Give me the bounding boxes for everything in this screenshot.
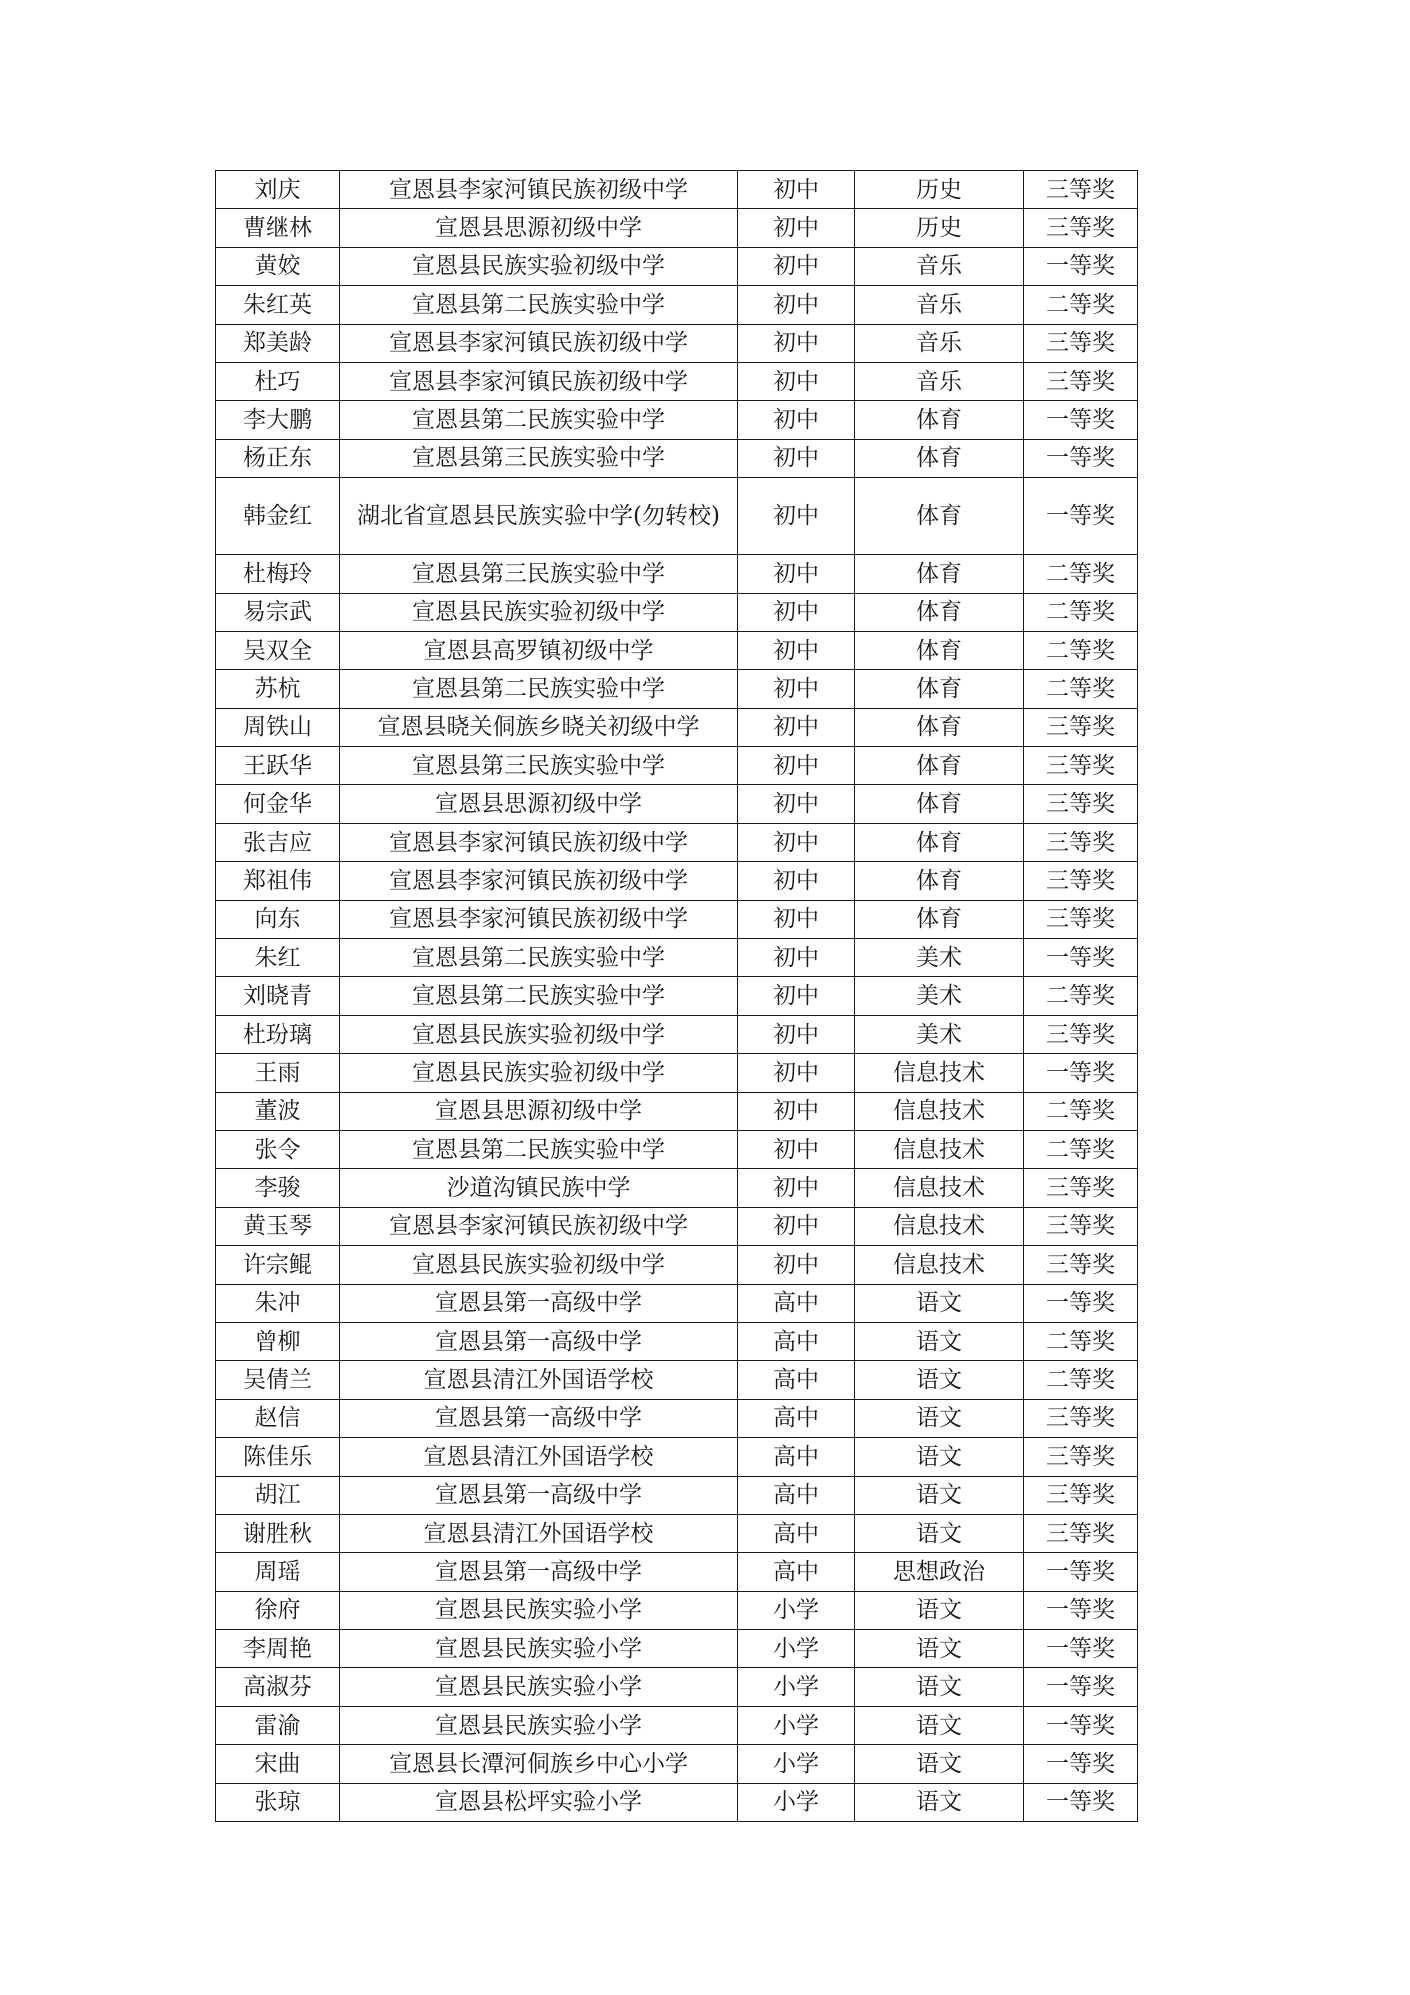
teacher-name-cell: 许宗鲲: [216, 1246, 340, 1284]
teacher-name-cell: 雷渝: [216, 1706, 340, 1744]
school-level-cell: 高中: [738, 1399, 855, 1437]
school-level-cell: 初中: [738, 439, 855, 477]
table-row: [216, 939, 1138, 977]
table-row: [216, 1361, 1138, 1399]
table-row: [216, 324, 1138, 362]
school-level-cell: 初中: [738, 247, 855, 285]
school-level-cell: 小学: [738, 1706, 855, 1744]
school-level-cell: 初中: [738, 171, 855, 209]
teacher-name-cell: 李大鹏: [216, 401, 340, 439]
school-level-cell: 高中: [738, 1553, 855, 1591]
subject-cell: 体育: [855, 708, 1024, 746]
school-level-cell: 初中: [738, 362, 855, 400]
table-row: [216, 785, 1138, 823]
school-cell: 宣恩县第二民族实验中学: [340, 670, 738, 708]
teacher-name-cell: 易宗武: [216, 593, 340, 631]
school-cell: 宣恩县李家河镇民族初级中学: [340, 362, 738, 400]
award-cell: 一等奖: [1024, 1668, 1138, 1706]
school-level-cell: 初中: [738, 1130, 855, 1168]
award-cell: 三等奖: [1024, 1246, 1138, 1284]
teacher-name-cell: 黄姣: [216, 247, 340, 285]
table-row: [216, 1246, 1138, 1284]
table-row: [216, 708, 1138, 746]
teacher-name-cell: 张令: [216, 1130, 340, 1168]
table-row: [216, 478, 1138, 555]
school-cell: 宣恩县第一高级中学: [340, 1284, 738, 1322]
teacher-name-cell: 杜巧: [216, 362, 340, 400]
school-level-cell: 高中: [738, 1322, 855, 1360]
subject-cell: 信息技术: [855, 1092, 1024, 1130]
teacher-name-cell: 苏杭: [216, 670, 340, 708]
teacher-name-cell: 杨正东: [216, 439, 340, 477]
table-row: [216, 1591, 1138, 1629]
teacher-name-cell: 朱红英: [216, 286, 340, 324]
school-cell: 宣恩县李家河镇民族初级中学: [340, 171, 738, 209]
teacher-name-cell: 杜梅玲: [216, 555, 340, 593]
table-row: [216, 1438, 1138, 1476]
teacher-name-cell: 向东: [216, 900, 340, 938]
school-level-cell: 小学: [738, 1630, 855, 1668]
table-row: [216, 1092, 1138, 1130]
school-level-cell: 初中: [738, 1207, 855, 1245]
teacher-name-cell: 张吉应: [216, 823, 340, 861]
teacher-name-cell: 张琼: [216, 1783, 340, 1821]
school-level-cell: 高中: [738, 1361, 855, 1399]
school-cell: 宣恩县民族实验小学: [340, 1591, 738, 1629]
award-cell: 三等奖: [1024, 708, 1138, 746]
teacher-name-cell: 胡江: [216, 1476, 340, 1514]
school-cell: 宣恩县第二民族实验中学: [340, 939, 738, 977]
award-cell: 二等奖: [1024, 1361, 1138, 1399]
subject-cell: 音乐: [855, 362, 1024, 400]
award-cell: 二等奖: [1024, 977, 1138, 1015]
subject-cell: 信息技术: [855, 1130, 1024, 1168]
school-cell: 宣恩县民族实验小学: [340, 1630, 738, 1668]
school-cell: 宣恩县民族实验初级中学: [340, 1246, 738, 1284]
subject-cell: 语文: [855, 1514, 1024, 1552]
award-cell: 三等奖: [1024, 823, 1138, 861]
subject-cell: 语文: [855, 1284, 1024, 1322]
teacher-name-cell: 刘晓青: [216, 977, 340, 1015]
teacher-name-cell: 朱红: [216, 939, 340, 977]
table-row: [216, 1207, 1138, 1245]
award-cell: 三等奖: [1024, 209, 1138, 247]
award-cell: 三等奖: [1024, 1169, 1138, 1207]
school-level-cell: 小学: [738, 1783, 855, 1821]
teacher-name-cell: 吴双全: [216, 631, 340, 669]
school-cell: 宣恩县民族实验小学: [340, 1706, 738, 1744]
school-level-cell: 初中: [738, 324, 855, 362]
award-cell: 三等奖: [1024, 747, 1138, 785]
school-level-cell: 初中: [738, 631, 855, 669]
table-row: [216, 1745, 1138, 1783]
table-row: [216, 209, 1138, 247]
school-cell: 宣恩县清江外国语学校: [340, 1361, 738, 1399]
award-cell: 三等奖: [1024, 362, 1138, 400]
teacher-name-cell: 韩金红: [216, 478, 340, 555]
subject-cell: 信息技术: [855, 1207, 1024, 1245]
school-cell: 宣恩县清江外国语学校: [340, 1514, 738, 1552]
subject-cell: 音乐: [855, 286, 1024, 324]
school-cell: 宣恩县第二民族实验中学: [340, 286, 738, 324]
subject-cell: 美术: [855, 939, 1024, 977]
subject-cell: 音乐: [855, 247, 1024, 285]
school-cell: 宣恩县第一高级中学: [340, 1553, 738, 1591]
table-row: [216, 670, 1138, 708]
award-cell: 三等奖: [1024, 1015, 1138, 1053]
table-row: [216, 1399, 1138, 1437]
school-level-cell: 初中: [738, 593, 855, 631]
subject-cell: 语文: [855, 1438, 1024, 1476]
school-level-cell: 初中: [738, 1054, 855, 1092]
subject-cell: 体育: [855, 823, 1024, 861]
award-cell: 一等奖: [1024, 439, 1138, 477]
subject-cell: 体育: [855, 785, 1024, 823]
teacher-name-cell: 宋曲: [216, 1745, 340, 1783]
school-level-cell: 初中: [738, 555, 855, 593]
subject-cell: 语文: [855, 1668, 1024, 1706]
school-level-cell: 高中: [738, 1284, 855, 1322]
table-row: [216, 555, 1138, 593]
award-cell: 一等奖: [1024, 1783, 1138, 1821]
teacher-name-cell: 刘庆: [216, 171, 340, 209]
award-cell: 一等奖: [1024, 401, 1138, 439]
table-row: [216, 401, 1138, 439]
subject-cell: 语文: [855, 1399, 1024, 1437]
award-cell: 一等奖: [1024, 1553, 1138, 1591]
school-level-cell: 初中: [738, 670, 855, 708]
award-cell: 三等奖: [1024, 900, 1138, 938]
school-cell: 宣恩县思源初级中学: [340, 1092, 738, 1130]
school-cell: 宣恩县民族实验初级中学: [340, 1054, 738, 1092]
school-level-cell: 高中: [738, 1514, 855, 1552]
table-row: [216, 1284, 1138, 1322]
teacher-name-cell: 陈佳乐: [216, 1438, 340, 1476]
table-row: [216, 1130, 1138, 1168]
award-cell: 一等奖: [1024, 1591, 1138, 1629]
school-level-cell: 小学: [738, 1591, 855, 1629]
subject-cell: 语文: [855, 1745, 1024, 1783]
school-cell: 宣恩县第二民族实验中学: [340, 977, 738, 1015]
teacher-name-cell: 何金华: [216, 785, 340, 823]
subject-cell: 音乐: [855, 324, 1024, 362]
school-cell: 宣恩县第二民族实验中学: [340, 1130, 738, 1168]
award-cell: 一等奖: [1024, 1054, 1138, 1092]
award-cell: 一等奖: [1024, 478, 1138, 555]
school-cell: 宣恩县思源初级中学: [340, 785, 738, 823]
teacher-name-cell: 赵信: [216, 1399, 340, 1437]
school-level-cell: 小学: [738, 1745, 855, 1783]
subject-cell: 体育: [855, 555, 1024, 593]
subject-cell: 语文: [855, 1630, 1024, 1668]
award-cell: 一等奖: [1024, 1706, 1138, 1744]
table-row: [216, 747, 1138, 785]
subject-cell: 语文: [855, 1322, 1024, 1360]
award-cell: 三等奖: [1024, 785, 1138, 823]
award-cell: 二等奖: [1024, 670, 1138, 708]
school-cell: 宣恩县第三民族实验中学: [340, 555, 738, 593]
table-row: [216, 1476, 1138, 1514]
award-cell: 三等奖: [1024, 171, 1138, 209]
teacher-name-cell: 郑祖伟: [216, 862, 340, 900]
teacher-name-cell: 周铁山: [216, 708, 340, 746]
subject-cell: 信息技术: [855, 1246, 1024, 1284]
award-cell: 一等奖: [1024, 1284, 1138, 1322]
school-level-cell: 初中: [738, 1015, 855, 1053]
school-cell: 宣恩县李家河镇民族初级中学: [340, 1207, 738, 1245]
school-level-cell: 初中: [738, 785, 855, 823]
subject-cell: 体育: [855, 631, 1024, 669]
school-level-cell: 初中: [738, 823, 855, 861]
school-cell: 宣恩县第二民族实验中学: [340, 401, 738, 439]
table-row: [216, 631, 1138, 669]
table-row: [216, 171, 1138, 209]
school-level-cell: 小学: [738, 1668, 855, 1706]
teacher-name-cell: 朱冲: [216, 1284, 340, 1322]
school-level-cell: 高中: [738, 1438, 855, 1476]
school-level-cell: 初中: [738, 1092, 855, 1130]
table-row: [216, 1553, 1138, 1591]
award-cell: 三等奖: [1024, 862, 1138, 900]
subject-cell: 体育: [855, 593, 1024, 631]
school-cell: 宣恩县晓关侗族乡晓关初级中学: [340, 708, 738, 746]
table-row: [216, 1169, 1138, 1207]
award-cell: 一等奖: [1024, 939, 1138, 977]
subject-cell: 语文: [855, 1591, 1024, 1629]
school-cell: 宣恩县李家河镇民族初级中学: [340, 324, 738, 362]
subject-cell: 体育: [855, 900, 1024, 938]
school-cell: 宣恩县第一高级中学: [340, 1322, 738, 1360]
school-cell: 宣恩县第三民族实验中学: [340, 439, 738, 477]
award-cell: 三等奖: [1024, 1514, 1138, 1552]
school-level-cell: 初中: [738, 900, 855, 938]
teacher-name-cell: 李周艳: [216, 1630, 340, 1668]
subject-cell: 美术: [855, 1015, 1024, 1053]
school-level-cell: 初中: [738, 939, 855, 977]
teacher-name-cell: 曾柳: [216, 1322, 340, 1360]
school-cell: 宣恩县民族实验初级中学: [340, 247, 738, 285]
award-cell: 二等奖: [1024, 555, 1138, 593]
teacher-name-cell: 吴倩兰: [216, 1361, 340, 1399]
school-cell: 宣恩县高罗镇初级中学: [340, 631, 738, 669]
school-level-cell: 初中: [738, 862, 855, 900]
school-level-cell: 初中: [738, 1246, 855, 1284]
school-level-cell: 初中: [738, 478, 855, 555]
school-cell: 宣恩县松坪实验小学: [340, 1783, 738, 1821]
school-level-cell: 高中: [738, 1476, 855, 1514]
teacher-name-cell: 郑美龄: [216, 324, 340, 362]
school-level-cell: 初中: [738, 708, 855, 746]
teacher-name-cell: 黄玉琴: [216, 1207, 340, 1245]
subject-cell: 体育: [855, 862, 1024, 900]
awards-table-body: [216, 171, 1138, 1822]
school-cell: 宣恩县李家河镇民族初级中学: [340, 900, 738, 938]
subject-cell: 历史: [855, 171, 1024, 209]
subject-cell: 体育: [855, 747, 1024, 785]
school-cell: 宣恩县民族实验小学: [340, 1668, 738, 1706]
table-row: [216, 1630, 1138, 1668]
table-row: [216, 823, 1138, 861]
award-cell: 一等奖: [1024, 247, 1138, 285]
award-cell: 三等奖: [1024, 324, 1138, 362]
subject-cell: 语文: [855, 1706, 1024, 1744]
subject-cell: 语文: [855, 1783, 1024, 1821]
table-row: [216, 362, 1138, 400]
school-cell: 宣恩县长潭河侗族乡中心小学: [340, 1745, 738, 1783]
table-row: [216, 900, 1138, 938]
table-row: [216, 977, 1138, 1015]
table-row: [216, 1514, 1138, 1552]
award-cell: 二等奖: [1024, 1092, 1138, 1130]
award-cell: 二等奖: [1024, 1322, 1138, 1360]
award-cell: 二等奖: [1024, 286, 1138, 324]
school-cell: 宣恩县清江外国语学校: [340, 1438, 738, 1476]
award-cell: 一等奖: [1024, 1745, 1138, 1783]
teacher-name-cell: 李骏: [216, 1169, 340, 1207]
school-level-cell: 初中: [738, 209, 855, 247]
table-row: [216, 1322, 1138, 1360]
school-cell: 宣恩县李家河镇民族初级中学: [340, 862, 738, 900]
subject-cell: 美术: [855, 977, 1024, 1015]
school-level-cell: 初中: [738, 747, 855, 785]
subject-cell: 体育: [855, 670, 1024, 708]
award-cell: 一等奖: [1024, 1630, 1138, 1668]
school-cell: 宣恩县民族实验初级中学: [340, 593, 738, 631]
table-row: [216, 286, 1138, 324]
table-row: [216, 1668, 1138, 1706]
award-cell: 三等奖: [1024, 1207, 1138, 1245]
subject-cell: 历史: [855, 209, 1024, 247]
teacher-name-cell: 王雨: [216, 1054, 340, 1092]
award-cell: 三等奖: [1024, 1438, 1138, 1476]
school-cell: 湖北省宣恩县民族实验中学(勿转校): [340, 478, 738, 555]
subject-cell: 体育: [855, 401, 1024, 439]
school-level-cell: 初中: [738, 977, 855, 1015]
teacher-name-cell: 高淑芬: [216, 1668, 340, 1706]
award-cell: 三等奖: [1024, 1399, 1138, 1437]
table-row: [216, 1054, 1138, 1092]
subject-cell: 思想政治: [855, 1553, 1024, 1591]
subject-cell: 语文: [855, 1476, 1024, 1514]
school-level-cell: 初中: [738, 286, 855, 324]
teacher-name-cell: 周瑶: [216, 1553, 340, 1591]
award-cell: 二等奖: [1024, 593, 1138, 631]
table-row: [216, 1783, 1138, 1821]
award-cell: 二等奖: [1024, 1130, 1138, 1168]
school-cell: 宣恩县思源初级中学: [340, 209, 738, 247]
school-level-cell: 初中: [738, 1169, 855, 1207]
subject-cell: 信息技术: [855, 1054, 1024, 1092]
table-row: [216, 1706, 1138, 1744]
teacher-name-cell: 徐府: [216, 1591, 340, 1629]
teacher-name-cell: 杜玢璃: [216, 1015, 340, 1053]
school-cell: 宣恩县民族实验初级中学: [340, 1015, 738, 1053]
subject-cell: 语文: [855, 1361, 1024, 1399]
award-cell: 二等奖: [1024, 631, 1138, 669]
teacher-name-cell: 董波: [216, 1092, 340, 1130]
table-row: [216, 593, 1138, 631]
subject-cell: 信息技术: [855, 1169, 1024, 1207]
school-cell: 沙道沟镇民族中学: [340, 1169, 738, 1207]
table-row: [216, 1015, 1138, 1053]
school-cell: 宣恩县第三民族实验中学: [340, 747, 738, 785]
table-row: [216, 439, 1138, 477]
subject-cell: 体育: [855, 439, 1024, 477]
school-cell: 宣恩县李家河镇民族初级中学: [340, 823, 738, 861]
subject-cell: 体育: [855, 478, 1024, 555]
school-level-cell: 初中: [738, 401, 855, 439]
awards-table: [215, 170, 1138, 1822]
table-row: [216, 247, 1138, 285]
teacher-name-cell: 王跃华: [216, 747, 340, 785]
award-cell: 三等奖: [1024, 1476, 1138, 1514]
table-row: [216, 862, 1138, 900]
teacher-name-cell: 谢胜秋: [216, 1514, 340, 1552]
school-cell: 宣恩县第一高级中学: [340, 1476, 738, 1514]
teacher-name-cell: 曹继林: [216, 209, 340, 247]
school-cell: 宣恩县第一高级中学: [340, 1399, 738, 1437]
